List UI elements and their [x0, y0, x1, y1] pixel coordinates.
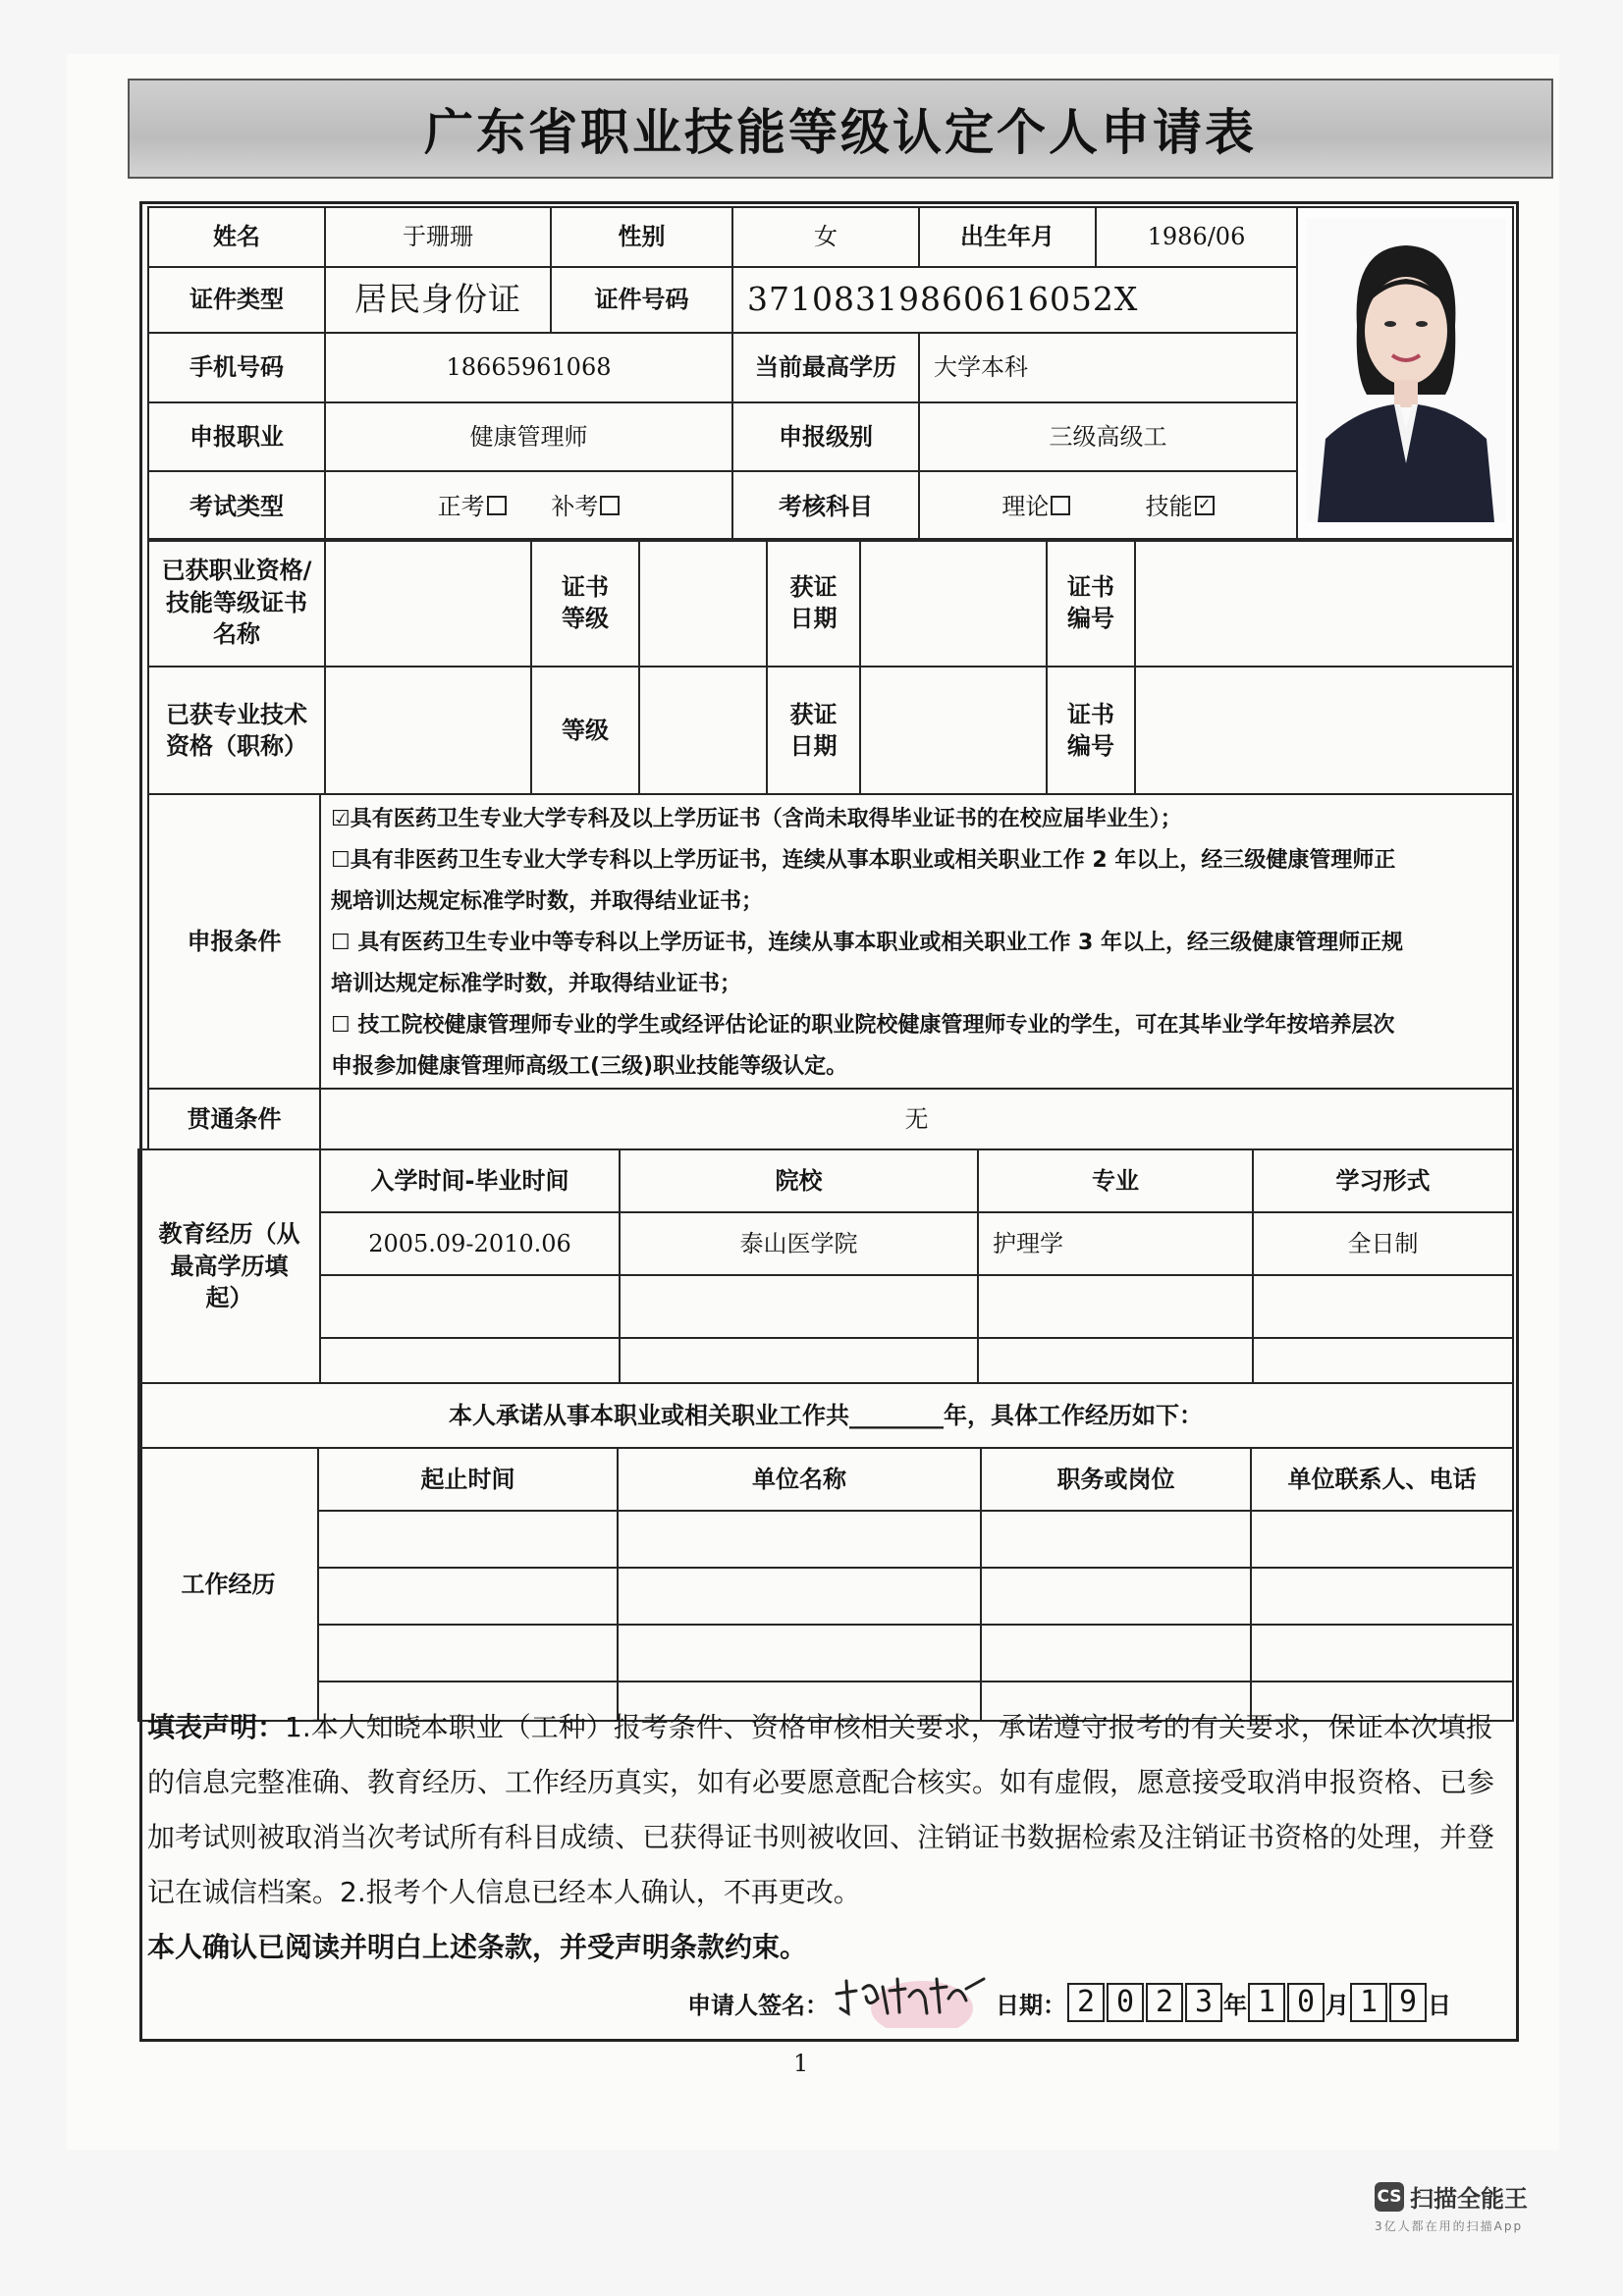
date-digit: 9 — [1389, 1983, 1427, 2022]
scanner-watermark — [1375, 2179, 1528, 2234]
date-digit: 0 — [1287, 1983, 1325, 2022]
pro-date-value — [860, 667, 1047, 794]
pro-date-label: 获证日期 — [767, 667, 860, 794]
pro-no-label: 证书编号 — [1047, 667, 1135, 794]
year-unit: 年 — [1223, 1991, 1247, 2019]
exam-type-label: 考试类型 — [148, 471, 325, 541]
date-digit: 1 — [1350, 1983, 1387, 2022]
subject-skill-checkbox[interactable]: ✓ — [1195, 496, 1215, 515]
declaration-body: 1.本人知晓本职业（工种）报考条件、资格审核相关要求，承诺遵守报考的有关要求，保证本次填报的信息完整准确、教育经历、工作经历真实，如有必要愿意配合核实。如有虚假，愿意接受取消申报资格、已参加考试则被取消当次考试所有科目成绩、已获得证书则被收回、注销证书数据检索及注销证书资格的处理，并登记在诚信档案。2.报考个人信息已经本人确认，不再更改。 — [147, 1711, 1495, 1908]
page-number: 1 — [793, 2050, 809, 2077]
through-value: 无 — [320, 1089, 1513, 1149]
subject-options — [919, 471, 1297, 541]
exam-makeup-label: 补考 — [551, 492, 599, 520]
id-no-value: 37108319860616052X — [732, 267, 1297, 333]
date-digit: 1 — [1248, 1983, 1285, 2022]
level-value: 三级高级工 — [919, 402, 1297, 472]
cert-level-value — [639, 539, 767, 667]
date-digit: 2 — [1146, 1983, 1183, 2022]
occupation-label: 申报职业 — [148, 402, 325, 472]
work-header: 起止时间 — [318, 1448, 618, 1511]
skill-cert-label: 已获职业资格/技能等级证书名称 — [148, 539, 325, 667]
signature-row — [687, 1978, 1451, 2027]
edu-value: 大学本科 — [919, 333, 1297, 402]
cert-no-value — [1135, 539, 1513, 667]
subject-theory-checkbox[interactable] — [1051, 496, 1070, 515]
work-header: 单位名称 — [618, 1448, 981, 1511]
pro-title-label: 已获专业技术资格（职称） — [148, 667, 325, 794]
occupation-value: 健康管理师 — [325, 402, 732, 472]
exam-regular-checkbox[interactable] — [487, 496, 507, 515]
certificates-table — [147, 538, 1514, 795]
work-header: 单位联系人、电话 — [1251, 1448, 1513, 1511]
exam-regular-label: 正考 — [437, 492, 485, 520]
declaration-confirm: 本人确认已阅读并明白上述条款，并受声明条款约束。 — [147, 1931, 808, 1963]
watermark-tagline: 3亿人都在用的扫描App — [1375, 2219, 1524, 2233]
level-label: 申报级别 — [732, 402, 919, 472]
gender-label: 性别 — [551, 207, 732, 267]
subject-theory-label: 理论 — [1001, 492, 1050, 520]
exam-type-options — [325, 471, 732, 541]
edu-cell: 护理学 — [978, 1212, 1253, 1275]
portrait-image — [1298, 208, 1513, 532]
pro-level-value — [639, 667, 767, 794]
phone-label: 手机号码 — [148, 333, 325, 402]
conditions-list — [320, 794, 1513, 1089]
condition-item: 申报参加健康管理师高级工(三级)职业技能等级认定。 — [331, 1054, 848, 1079]
exam-makeup-checkbox[interactable] — [600, 496, 620, 515]
edu-header: 入学时间-毕业时间 — [320, 1149, 620, 1212]
skill-cert-value — [325, 539, 531, 667]
watermark-name: 扫描全能王 — [1410, 2185, 1528, 2213]
id-no-label: 证件号码 — [551, 267, 732, 333]
day-unit: 日 — [1428, 1991, 1451, 2019]
edu-cell: 2005.09-2010.06 — [320, 1212, 620, 1275]
condition-item: ☐ 技工院校健康管理师专业的学生或经评估论证的职业院校健康管理师专业的学生，可在其毕业学年按培养层次 — [331, 1013, 1395, 1038]
name-value: 于珊珊 — [325, 207, 551, 267]
id-type-value: 居民身份证 — [325, 267, 551, 333]
photo-cell — [1297, 207, 1513, 541]
conditions-table — [147, 793, 1514, 1150]
edu-label: 当前最高学历 — [732, 333, 919, 402]
phone-value: 18665961068 — [325, 333, 732, 402]
cert-no-label: 证书编号 — [1047, 539, 1135, 667]
sign-label: 申请人签名： — [687, 1991, 829, 2019]
applicant-photo — [1298, 208, 1512, 540]
condition-item: ☑具有医药卫生专业大学专科及以上学历证书（含尚未取得毕业证书的在校应届毕业生）； — [331, 807, 1182, 831]
condition-item: 规培训达规定标准学时数，并取得结业证书； — [331, 889, 764, 914]
subject-skill-label: 技能 — [1145, 492, 1193, 520]
date-digit: 0 — [1107, 1983, 1144, 2022]
name-label: 姓名 — [148, 207, 325, 267]
education-label: 教育经历（从最高学历填起） — [138, 1149, 320, 1383]
edu-header: 学习形式 — [1253, 1149, 1513, 1212]
declaration — [147, 1700, 1507, 1975]
date-digit: 3 — [1185, 1983, 1222, 2022]
id-type-label: 证件类型 — [148, 267, 325, 333]
cert-date-value — [860, 539, 1047, 667]
cert-level-label: 证书等级 — [531, 539, 639, 667]
cert-date-label: 获证日期 — [767, 539, 860, 667]
edu-cell: 泰山医学院 — [620, 1212, 978, 1275]
work-pledge: 本人承诺从事本职业或相关职业工作共________年，具体工作经历如下： — [138, 1383, 1513, 1448]
date-label: 日期： — [996, 1991, 1066, 2019]
gender-value: 女 — [732, 207, 919, 267]
edu-header: 专业 — [978, 1149, 1253, 1212]
work-header: 职务或岗位 — [981, 1448, 1251, 1511]
pro-no-value — [1135, 667, 1513, 794]
edu-cell: 全日制 — [1253, 1212, 1513, 1275]
birth-value: 1986/06 — [1096, 207, 1297, 267]
condition-item: ☐ 具有医药卫生专业中等专科以上学历证书，连续从事本职业或相关职业工作 3 年以上，经三级健康管理师正规 — [331, 931, 1404, 955]
edu-header: 院校 — [620, 1149, 978, 1212]
condition-item: ☐具有非医药卫生专业大学专科以上学历证书，连续从事本职业或相关职业工作 2 年以上，经三级健康管理师正 — [331, 848, 1396, 873]
conditions-label: 申报条件 — [148, 794, 320, 1089]
through-label: 贯通条件 — [148, 1089, 320, 1149]
work-table — [137, 1382, 1514, 1722]
subject-label: 考核科目 — [732, 471, 919, 541]
month-unit: 月 — [1325, 1991, 1349, 2019]
camscanner-logo-icon: CS — [1375, 2182, 1404, 2212]
signature-image — [829, 1969, 996, 2028]
declaration-head: 填表声明： — [147, 1711, 286, 1743]
work-label: 工作经历 — [138, 1448, 318, 1721]
pro-title-value — [325, 667, 531, 794]
form-title: 广东省职业技能等级认定个人申请表 — [128, 79, 1553, 179]
handwritten-signature — [829, 1979, 996, 2026]
condition-item: 培训达规定标准学时数，并取得结业证书； — [331, 972, 742, 996]
basic-info-table — [147, 206, 1514, 542]
pro-level-label: 等级 — [531, 667, 639, 794]
date-digit: 2 — [1067, 1983, 1105, 2022]
education-table — [137, 1148, 1514, 1384]
birth-label: 出生年月 — [919, 207, 1096, 267]
